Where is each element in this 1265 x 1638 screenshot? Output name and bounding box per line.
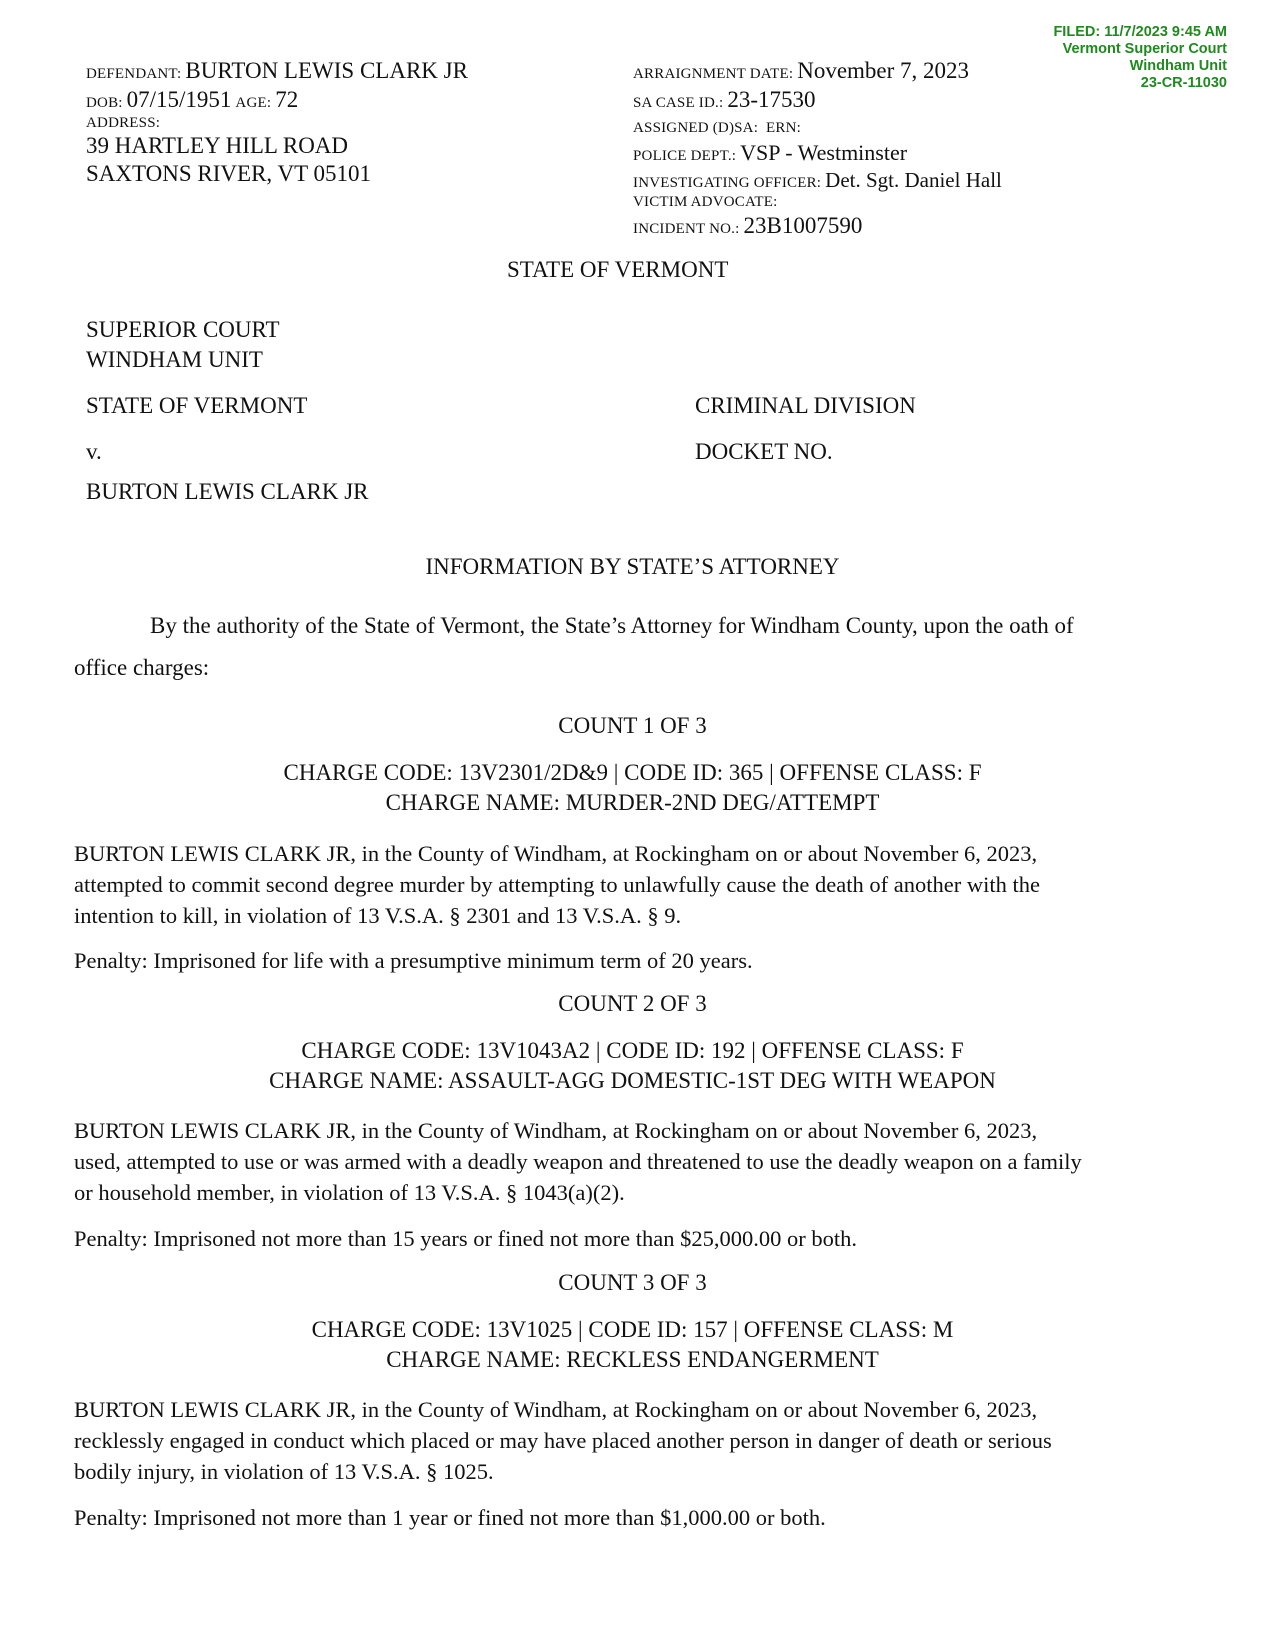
stamp-docket-line: 23-CR-11030 bbox=[1140, 75, 1227, 91]
victim-advocate-label: VICTIM ADVOCATE: bbox=[633, 194, 778, 210]
dob-label: DOB: bbox=[86, 95, 123, 111]
court-name: SUPERIOR COURT bbox=[86, 317, 280, 342]
defendant-value: BURTON LEWIS CLARK JR bbox=[185, 58, 468, 83]
arraignment-value: November 7, 2023 bbox=[797, 58, 970, 83]
criminal-division: CRIMINAL DIVISION bbox=[695, 393, 916, 418]
police-row bbox=[633, 140, 907, 166]
count-2-body-line-3: or household member, in violation of 13 V.S.A. § 1043(a)(2). bbox=[74, 1180, 625, 1205]
caption-state: STATE OF VERMONT bbox=[86, 393, 308, 418]
officer-value: Det. Sgt. Daniel Hall bbox=[825, 168, 1002, 192]
count-1-code: CHARGE CODE: 13V2301/2D&9 | CODE ID: 365 | OFFENSE CLASS: F bbox=[283, 760, 982, 785]
count-3-body-line-1: BURTON LEWIS CLARK JR, in the County of Windham, at Rockingham on or about November 6, 2023, bbox=[74, 1397, 1038, 1422]
address-line-2: SAXTONS RIVER, VT 05101 bbox=[86, 161, 371, 186]
court-unit: WINDHAM UNIT bbox=[86, 347, 263, 372]
address-label: ADDRESS: bbox=[86, 115, 161, 131]
document-title: INFORMATION BY STATE’S ATTORNEY bbox=[425, 554, 840, 579]
count-1-body-line-2: attempted to commit second degree murder by attempting to unlawfully cause the death of another with the bbox=[74, 872, 1040, 897]
sa-case-value: 23-17530 bbox=[727, 87, 816, 112]
defendant-row bbox=[86, 58, 468, 84]
caption-defendant: BURTON LEWIS CLARK JR bbox=[86, 479, 369, 504]
count-3-heading: COUNT 3 OF 3 bbox=[558, 1270, 707, 1295]
defendant-label: DEFENDANT: bbox=[86, 66, 182, 82]
count-2-name: CHARGE NAME: ASSAULT-AGG DOMESTIC-1ST DEG WITH WEAPON bbox=[269, 1068, 996, 1093]
incident-label: INCIDENT NO.: bbox=[633, 221, 740, 237]
count-1-penalty: Penalty: Imprisoned for life with a presumptive minimum term of 20 years. bbox=[74, 948, 753, 973]
count-3-body bbox=[74, 1394, 1194, 1487]
count-1-heading: COUNT 1 OF 3 bbox=[558, 713, 707, 738]
ern-label: ERN: bbox=[766, 120, 801, 136]
intro-line-2: office charges: bbox=[74, 655, 210, 680]
count-2-code: CHARGE CODE: 13V1043A2 | CODE ID: 192 | OFFENSE CLASS: F bbox=[301, 1038, 964, 1063]
count-2-body-line-2: used, attempted to use or was armed with a deadly weapon and threatened to use the deadly weapon on a family bbox=[74, 1149, 1082, 1174]
count-2-body-line-1: BURTON LEWIS CLARK JR, in the County of Windham, at Rockingham on or about November 6, 2023, bbox=[74, 1118, 1038, 1143]
count-2-heading: COUNT 2 OF 3 bbox=[558, 991, 707, 1016]
stamp-unit-line: Windham Unit bbox=[1129, 58, 1227, 74]
count-2-body bbox=[74, 1115, 1194, 1208]
officer-row bbox=[633, 168, 1002, 193]
incident-value: 23B1007590 bbox=[743, 213, 863, 238]
count-3-body-line-2: recklessly engaged in conduct which placed or may have placed another person in danger of death or serious bbox=[74, 1428, 1052, 1453]
dob-row bbox=[86, 87, 298, 113]
count-3-penalty: Penalty: Imprisoned not more than 1 year or fined not more than $1,000.00 or both. bbox=[74, 1505, 826, 1530]
count-3-code: CHARGE CODE: 13V1025 | CODE ID: 157 | OFFENSE CLASS: M bbox=[311, 1317, 954, 1342]
assigned-row bbox=[633, 120, 801, 137]
filing-stamp bbox=[1053, 24, 1227, 92]
intro-line-1: By the authority of the State of Vermont, the State’s Attorney for Windham County, upon the oath of bbox=[150, 613, 1074, 638]
state-heading: STATE OF VERMONT bbox=[507, 257, 729, 282]
age-value: 72 bbox=[275, 87, 299, 112]
dob-value: 07/15/1951 bbox=[126, 87, 232, 112]
address-line-1: 39 HARTLEY HILL ROAD bbox=[86, 133, 349, 158]
count-3-name: CHARGE NAME: RECKLESS ENDANGERMENT bbox=[386, 1347, 879, 1372]
count-3-body-line-3: bodily injury, in violation of 13 V.S.A. § 1025. bbox=[74, 1459, 494, 1484]
officer-label: INVESTIGATING OFFICER: bbox=[633, 175, 822, 191]
arraignment-row bbox=[633, 58, 969, 84]
stamp-court-line: Vermont Superior Court bbox=[1062, 41, 1227, 57]
count-1-body-line-1: BURTON LEWIS CLARK JR, in the County of Windham, at Rockingham on or about November 6, 2023, bbox=[74, 841, 1038, 866]
incident-row bbox=[633, 213, 862, 239]
count-1-body-line-3: intention to kill, in violation of 13 V.S.A. § 2301 and 13 V.S.A. § 9. bbox=[74, 903, 682, 928]
docket-label: DOCKET NO. bbox=[695, 439, 833, 464]
stamp-filed-line: FILED: 11/7/2023 9:45 AM bbox=[1053, 24, 1227, 40]
age-label: AGE: bbox=[235, 95, 272, 111]
count-1-body bbox=[74, 838, 1194, 931]
sa-case-row bbox=[633, 87, 816, 113]
assigned-label: ASSIGNED (D)SA: bbox=[633, 120, 759, 136]
caption-versus: v. bbox=[86, 439, 102, 464]
police-value: VSP - Westminster bbox=[740, 140, 908, 165]
count-1-name: CHARGE NAME: MURDER-2ND DEG/ATTEMPT bbox=[385, 790, 880, 815]
arraignment-label: ARRAIGNMENT DATE: bbox=[633, 66, 794, 82]
count-2-penalty: Penalty: Imprisoned not more than 15 years or fined not more than $25,000.00 or both. bbox=[74, 1226, 857, 1251]
sa-case-label: SA CASE ID.: bbox=[633, 95, 724, 111]
police-label: POLICE DEPT.: bbox=[633, 148, 737, 164]
